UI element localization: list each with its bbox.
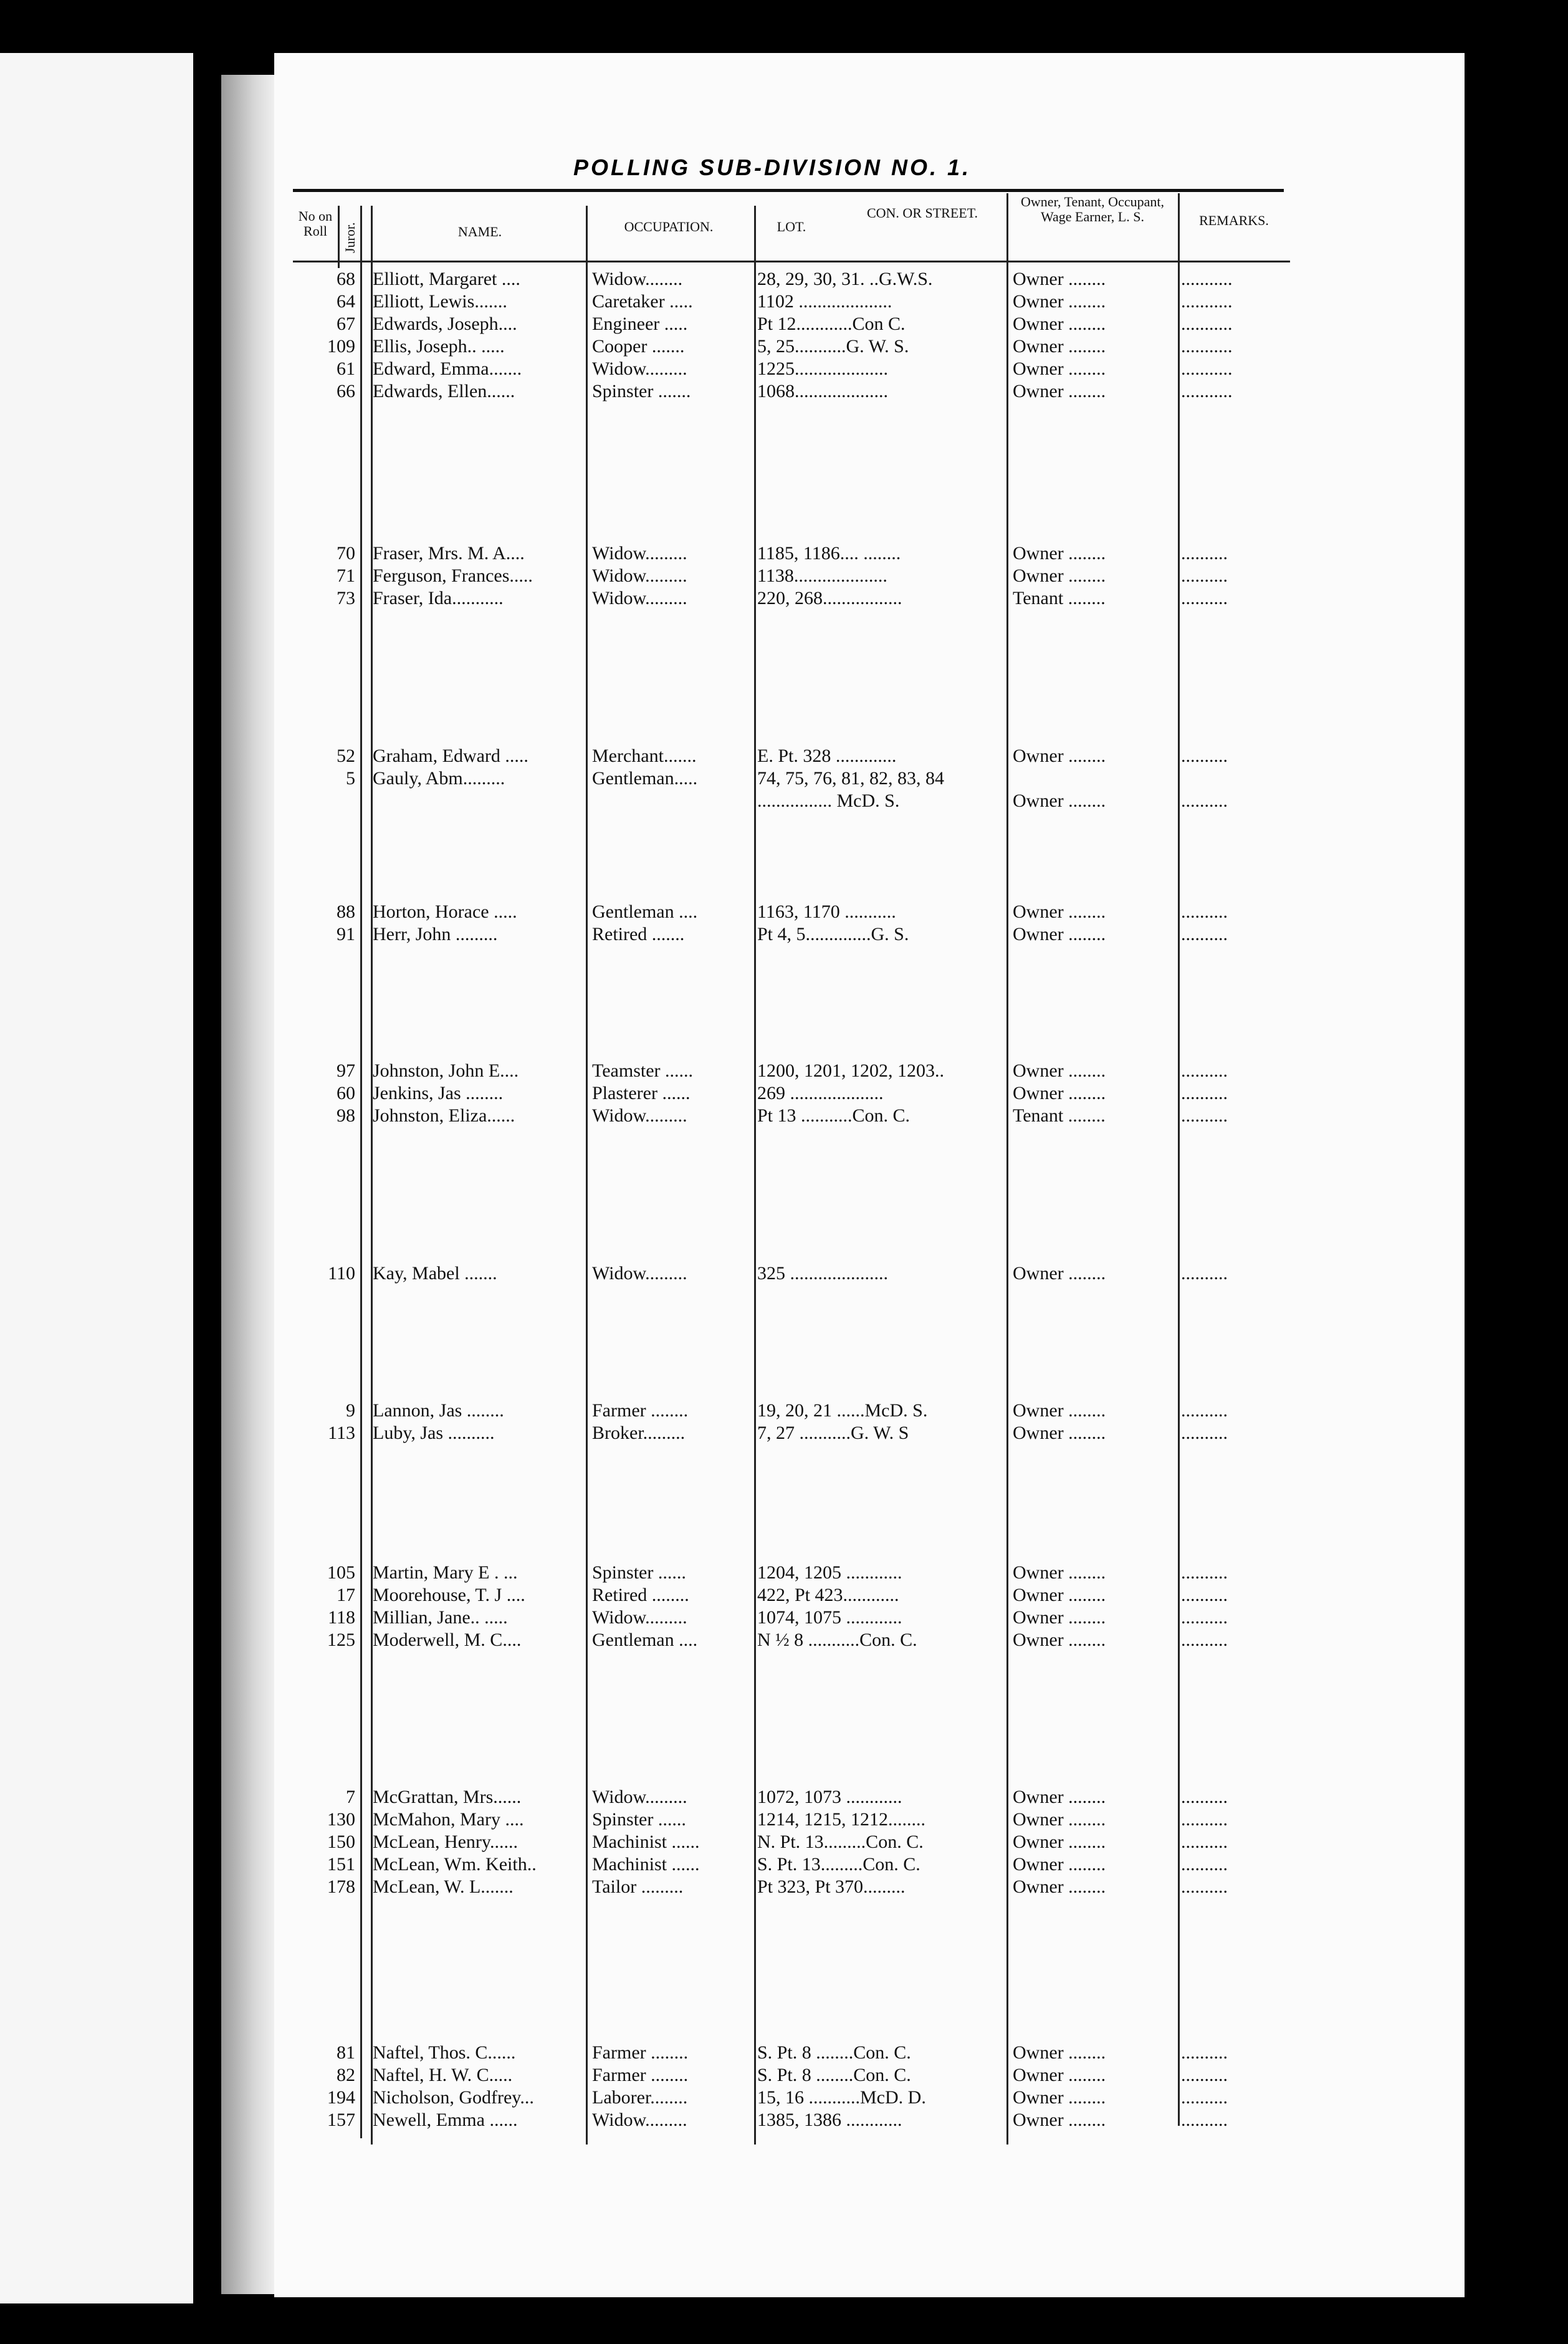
row-occ: Widow......... (592, 358, 687, 379)
column-rule-juror (360, 206, 362, 2138)
row-rem: .......... (1181, 1854, 1228, 1875)
row-occ: Laborer........ (592, 2087, 688, 2108)
row-occ: Gentleman .... (592, 1630, 698, 1650)
row-rem: .......... (1181, 2065, 1228, 2085)
row-roll: 67 (337, 314, 355, 334)
header-owner: Owner, Tenant, Occupant, Wage Earner, L. S. (1021, 194, 1164, 224)
row-lot: 1200, 1201, 1202, 1203.. (757, 1060, 944, 1081)
row-lot: 1204, 1205 ............ (757, 1562, 902, 1583)
row-owner: Owner ........ (1013, 1832, 1106, 1852)
row-occ: Spinster ...... (592, 1809, 686, 1830)
row-owner: Owner ........ (1013, 746, 1106, 766)
row-name: McLean, W. L....... (373, 1876, 514, 1897)
row-occ: Caretaker ..... (592, 291, 693, 312)
row-lot: 325 ..................... (757, 1263, 888, 1284)
row-rem: ........... (1181, 358, 1233, 379)
column-rule-remarks (1178, 193, 1180, 2126)
row-rem: .......... (1181, 2087, 1228, 2108)
header-roll: No on Roll (298, 208, 333, 239)
header-con: CON. OR STREET. (866, 205, 978, 221)
row-owner: Owner ........ (1013, 1423, 1106, 1443)
row-roll: 52 (337, 746, 355, 766)
row-owner: Owner ........ (1013, 1876, 1106, 1897)
row-occ: Farmer ........ (592, 2042, 689, 2063)
column-rule-lot (754, 206, 756, 2145)
row-occ: Spinster ....... (592, 381, 691, 401)
row-rem: .......... (1181, 2042, 1228, 2063)
row-occ: Machinist ...... (592, 1854, 700, 1875)
row-owner: Owner ........ (1013, 291, 1106, 312)
row-roll: 81 (337, 2042, 355, 2063)
row-roll: 97 (337, 1060, 355, 1081)
row-rem: .......... (1181, 1876, 1228, 1897)
row-owner: Owner ........ (1013, 901, 1106, 922)
row-roll: 71 (337, 565, 355, 586)
page-gutter-shadow (221, 75, 277, 2294)
row-roll: 105 (327, 1562, 355, 1583)
row-name: McGrattan, Mrs...... (373, 1787, 522, 1807)
row-name: Ellis, Joseph.. ..... (373, 336, 505, 357)
row-occ: Widow......... (592, 588, 687, 608)
row-rem: .......... (1181, 790, 1228, 811)
row-name: McLean, Wm. Keith.. (373, 1854, 537, 1875)
row-occ: Farmer ........ (592, 2065, 689, 2085)
row-owner: Owner ........ (1013, 2042, 1106, 2063)
row-name: Edwards, Ellen...... (373, 381, 515, 401)
row-name: Graham, Edward ..... (373, 746, 528, 766)
row-name: Naftel, H. W. C..... (373, 2065, 513, 2085)
row-roll: 70 (337, 543, 355, 564)
row-rem: .......... (1181, 588, 1228, 608)
row-rem: .......... (1181, 1832, 1228, 1852)
row-occ: Retired ........ (592, 1585, 689, 1605)
row-rem: .......... (1181, 924, 1228, 944)
row-occ: Widow......... (592, 543, 687, 564)
row-rem: .......... (1181, 565, 1228, 586)
row-roll: 17 (337, 1585, 355, 1605)
row-occ: Widow......... (592, 1787, 687, 1807)
row-owner: Owner ........ (1013, 1854, 1106, 1875)
header-lot: LOT. (777, 219, 806, 234)
row-roll: 109 (327, 336, 355, 357)
row-name: Newell, Emma ...... (373, 2110, 518, 2130)
row-owner: Owner ........ (1013, 2065, 1106, 2085)
row-roll: 125 (327, 1630, 355, 1650)
header-occupation: OCCUPATION. (624, 219, 714, 234)
header-remarks: REMARKS. (1199, 213, 1269, 228)
row-roll: 113 (328, 1423, 355, 1443)
row-lot: 15, 16 ...........McD. D. (757, 2087, 926, 2108)
row-occ: Merchant....... (592, 746, 697, 766)
row-rem: .......... (1181, 1105, 1228, 1126)
row-roll: 68 (337, 269, 355, 289)
row-lot: 220, 268................. (757, 588, 902, 608)
row-name: Moorehouse, T. J .... (373, 1585, 525, 1605)
row-owner: Owner ........ (1013, 924, 1106, 944)
row-occ: Teamster ...... (592, 1060, 694, 1081)
row-owner: Owner ........ (1013, 1562, 1106, 1583)
row-roll: 178 (327, 1876, 355, 1897)
row-lot: Pt 323, Pt 370......... (757, 1876, 906, 1897)
row-roll: 61 (337, 358, 355, 379)
row-name: Edwards, Joseph.... (373, 314, 517, 334)
row-name: Martin, Mary E . ... (373, 1562, 518, 1583)
row-rem: ........... (1181, 269, 1233, 289)
row-rem: .......... (1181, 543, 1228, 564)
row-rem: .......... (1181, 1060, 1228, 1081)
row-roll: 130 (327, 1809, 355, 1830)
row-rem: .......... (1181, 746, 1228, 766)
row-lot: S. Pt. 8 ........Con. C. (757, 2042, 911, 2063)
row-lot: S. Pt. 8 ........Con. C. (757, 2065, 911, 2085)
row-lot: 19, 20, 21 ......McD. S. (757, 1400, 928, 1421)
row-name: McMahon, Mary .... (373, 1809, 524, 1830)
row-owner: Owner ........ (1013, 1630, 1106, 1650)
row-occ: Widow......... (592, 1105, 687, 1126)
header-name: NAME. (457, 224, 502, 239)
row-lot: 1185, 1186.... ........ (757, 543, 901, 564)
row-lot: 1214, 1215, 1212........ (757, 1809, 925, 1830)
row-lot: 422, Pt 423............ (757, 1585, 899, 1605)
row-roll: 151 (327, 1854, 355, 1875)
row-owner: Owner ........ (1013, 1607, 1106, 1628)
row-roll: 88 (337, 901, 355, 922)
row-name: Moderwell, M. C.... (373, 1630, 522, 1650)
row-owner: Owner ........ (1013, 790, 1106, 811)
row-lot: 1385, 1386 ............ (757, 2110, 902, 2130)
row-occ: Spinster ...... (592, 1562, 686, 1583)
row-occ: Retired ....... (592, 924, 685, 944)
row-lot: 269 .................... (757, 1083, 884, 1103)
row-lot: Pt 13 ...........Con. C. (757, 1105, 911, 1126)
header-juror: Juror. (342, 222, 358, 253)
row-name: Kay, Mabel ....... (373, 1263, 497, 1284)
row-rem: ........... (1181, 314, 1233, 334)
column-rule-roll (338, 206, 340, 268)
column-rule-occupation (586, 206, 588, 2145)
row-roll: 9 (346, 1400, 355, 1421)
row-lot: 28, 29, 30, 31. ..G.W.S. (757, 269, 933, 289)
row-rem: .......... (1181, 1083, 1228, 1103)
row-lot: 74, 75, 76, 81, 82, 83, 84 (757, 768, 944, 789)
row-lot: N. Pt. 13.........Con. C. (757, 1832, 924, 1852)
row-name: Elliott, Lewis....... (373, 291, 507, 312)
row-rem: .......... (1181, 1263, 1228, 1284)
row-owner: Owner ........ (1013, 565, 1106, 586)
row-owner: Owner ........ (1013, 1263, 1106, 1284)
row-rem: ........... (1181, 291, 1233, 312)
row-rem: .......... (1181, 1787, 1228, 1807)
row-lot: N ½ 8 ...........Con. C. (757, 1630, 917, 1650)
row-rem: .......... (1181, 1585, 1228, 1605)
row-occ: Widow......... (592, 1607, 687, 1628)
row-rem: ........... (1181, 336, 1233, 357)
row-lot: 7, 27 ...........G. W. S (757, 1423, 909, 1443)
row-lot: 1072, 1073 ............ (757, 1787, 902, 1807)
row-name: Nicholson, Godfrey... (373, 2087, 534, 2108)
row-roll: 118 (328, 1607, 355, 1628)
row-roll: 64 (337, 291, 355, 312)
row-name: Johnston, Eliza...... (373, 1105, 515, 1126)
row-owner: Owner ........ (1013, 1787, 1106, 1807)
row-roll: 91 (337, 924, 355, 944)
page-title: POLLING SUB-DIVISION NO. 1. (573, 155, 972, 180)
row-lot: 5, 25...........G. W. S. (757, 336, 909, 357)
row-name: Fraser, Mrs. M. A.... (373, 543, 525, 564)
row-rem: .......... (1181, 2110, 1228, 2130)
row-occ: Farmer ........ (592, 1400, 689, 1421)
row-roll: 98 (337, 1105, 355, 1126)
header-bottom-rule (293, 261, 1290, 262)
row-name: Lannon, Jas ........ (373, 1400, 504, 1421)
row-owner: Owner ........ (1013, 1585, 1106, 1605)
row-lot: 1068.................... (757, 381, 888, 401)
row-occ: Machinist ...... (592, 1832, 700, 1852)
row-name: McLean, Henry...... (373, 1832, 518, 1852)
row-owner: Owner ........ (1013, 1400, 1106, 1421)
header-top-rule (293, 189, 1284, 192)
row-name: Jenkins, Jas ........ (373, 1083, 504, 1103)
row-lot: S. Pt. 13.........Con. C. (757, 1854, 920, 1875)
row-rem: .......... (1181, 1607, 1228, 1628)
row-roll: 157 (327, 2110, 355, 2130)
row-occ: Widow........ (592, 269, 683, 289)
row-rem: .......... (1181, 1630, 1228, 1650)
row-occ: Plasterer ...... (592, 1083, 691, 1103)
row-occ: Widow......... (592, 2110, 687, 2130)
row-roll: 60 (337, 1083, 355, 1103)
row-rem: .......... (1181, 1423, 1228, 1443)
row-roll: 150 (327, 1832, 355, 1852)
row-lot: Pt 4, 5..............G. S. (757, 924, 909, 944)
row-roll: 7 (346, 1787, 355, 1807)
row-name: Edward, Emma....... (373, 358, 522, 379)
row-owner: Owner ........ (1013, 2087, 1106, 2108)
row-roll: 194 (327, 2087, 355, 2108)
row-name: Johnston, John E.... (373, 1060, 519, 1081)
row-roll: 66 (337, 381, 355, 401)
row-name: Gauly, Abm......... (373, 768, 505, 789)
row-rem: .......... (1181, 1562, 1228, 1583)
row-occ: Engineer ..... (592, 314, 688, 334)
row-name: Elliott, Margaret .... (373, 269, 520, 289)
row-lot: E. Pt. 328 ............. (757, 746, 897, 766)
row-lot: 1102 .................... (757, 291, 892, 312)
row-occ: Tailor ......... (592, 1876, 684, 1897)
row-owner: Owner ........ (1013, 314, 1106, 334)
row-name: Horton, Horace ..... (373, 901, 517, 922)
row-rem: ........... (1181, 381, 1233, 401)
row-lot: 1163, 1170 ........... (757, 901, 896, 922)
row-name: Luby, Jas .......... (373, 1423, 495, 1443)
row-rem: .......... (1181, 1400, 1228, 1421)
row-occ: Gentleman..... (592, 768, 698, 789)
row-rem: .......... (1181, 901, 1228, 922)
row-name: Millian, Jane.. ..... (373, 1607, 508, 1628)
row-occ: Cooper ....... (592, 336, 685, 357)
row-occ: Widow......... (592, 565, 687, 586)
row-owner: Owner ........ (1013, 1809, 1106, 1830)
row-lot: Pt 12............Con C. (757, 314, 906, 334)
row-owner: Owner ........ (1013, 2110, 1106, 2130)
row-owner: Tenant ........ (1013, 1105, 1106, 1126)
row-roll: 82 (337, 2065, 355, 2085)
row-name: Herr, John ......... (373, 924, 498, 944)
row-name: Naftel, Thos. C...... (373, 2042, 516, 2063)
row-lot: 1225.................... (757, 358, 888, 379)
row-roll: 73 (337, 588, 355, 608)
row-owner: Owner ........ (1013, 543, 1106, 564)
row-owner: Tenant ........ (1013, 588, 1106, 608)
row-lot: 1138.................... (757, 565, 887, 586)
row-occ: Gentleman .... (592, 901, 698, 922)
row-lot: ................ McD. S. (757, 790, 900, 811)
row-occ: Widow......... (592, 1263, 687, 1284)
row-owner: Owner ........ (1013, 1060, 1106, 1081)
row-rem: .......... (1181, 1809, 1228, 1830)
row-name: Ferguson, Frances..... (373, 565, 533, 586)
row-owner: Owner ........ (1013, 358, 1106, 379)
row-roll: 110 (328, 1263, 355, 1284)
row-lot: 1074, 1075 ............ (757, 1607, 902, 1628)
facing-page (0, 53, 193, 2303)
row-name: Fraser, Ida........... (373, 588, 504, 608)
row-roll: 5 (346, 768, 355, 789)
row-occ: Broker......... (592, 1423, 686, 1443)
row-owner: Owner ........ (1013, 336, 1106, 357)
row-owner: Owner ........ (1013, 1083, 1106, 1103)
row-owner: Owner ........ (1013, 381, 1106, 401)
row-owner: Owner ........ (1013, 269, 1106, 289)
